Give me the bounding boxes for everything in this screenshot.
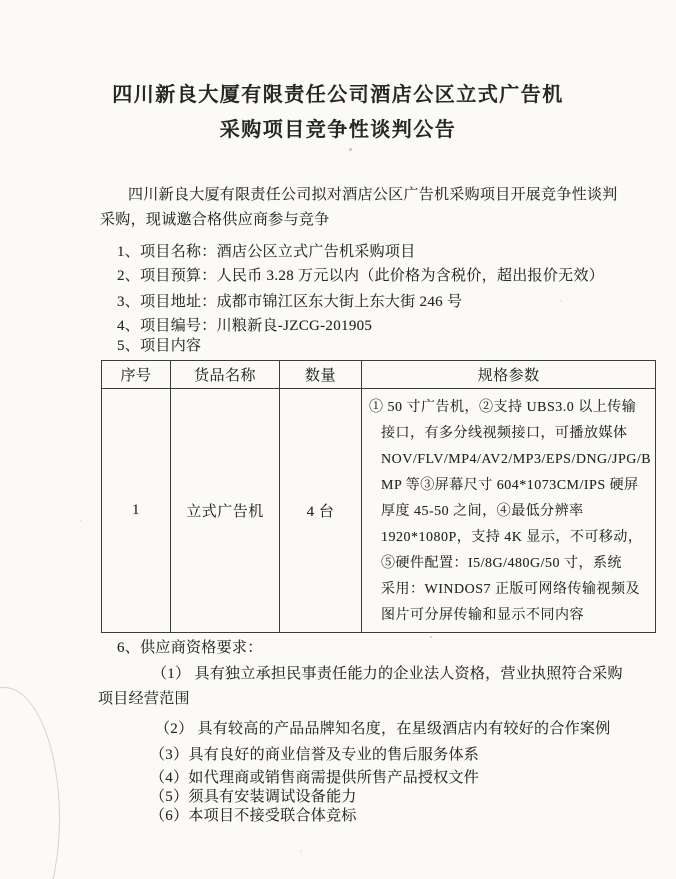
intro-paragraph-line-2: 采购，现诚邀合格供应商参与竞争 xyxy=(100,212,330,228)
spec-line: 图片可分屏传输和显示不同内容 xyxy=(381,608,584,623)
spec-line: ⑤硬件配置：I5/8G/480G/50 寸，系统 xyxy=(381,556,623,571)
spec-line: MP 等③屏幕尺寸 604*1073CM/IPS 硬屏 xyxy=(381,478,639,493)
scan-speck xyxy=(560,300,562,302)
intro-paragraph-line-1: 四川新良大厦有限责任公司拟对酒店公区广告机采购项目开展竞争性谈判 xyxy=(128,187,618,203)
cell-quantity: 4 台 xyxy=(280,389,362,633)
spec-line: 采用：WINDOS7 正版可网络传输视频及 xyxy=(381,582,640,597)
spec-line: 接口，有多分线视频接口，可播放媒体 xyxy=(381,426,628,441)
requirement-item-6: （6）本项目不接受联合体竞标 xyxy=(150,808,357,824)
spec-line: ① 50 寸广告机，②支持 UBS3.0 以上传输 xyxy=(369,400,637,415)
requirement-item-4: （4）如代理商或销售商需提供所售产品授权文件 xyxy=(150,770,480,786)
spec-table xyxy=(101,360,656,633)
project-item-budget: 2、项目预算：人民币 3.28 万元以内（此价格为含税价，超出报价无效） xyxy=(117,268,605,284)
header-cell-quantity: 数量 xyxy=(280,361,362,389)
spec-line: 厚度 45-50 之间，④最低分辨率 xyxy=(381,504,584,519)
table-row xyxy=(102,389,656,633)
requirement-item-5: （5）须具有安装调试设备能力 xyxy=(150,789,357,805)
project-item-content: 5、项目内容 xyxy=(117,338,202,354)
page-corner-scan-shadow xyxy=(0,687,60,879)
requirement-item-1-line-1: （1） 具有独立承担民事责任能力的企业法人资格，营业执照符合采购 xyxy=(152,666,623,682)
project-item-number: 4、项目编号：川粮新良-JZCG-201905 xyxy=(117,318,373,334)
header-cell-specs: 规格参数 xyxy=(362,361,656,389)
page-title-line-2: 采购项目竞争性谈判公告 xyxy=(219,119,457,141)
requirements-heading: 6、供应商资格要求： xyxy=(117,640,263,656)
page-title-line-1: 四川新良大厦有限责任公司酒店公区立式广告机 xyxy=(112,84,564,106)
scan-speck xyxy=(349,148,352,151)
table-header-row xyxy=(102,361,656,389)
scan-speck xyxy=(300,850,302,852)
header-cell-product: 货品名称 xyxy=(171,361,280,389)
cell-specs xyxy=(362,389,656,633)
spec-line: NOV/FLV/MP4/AV2/MP3/EPS/DNG/JPG/B xyxy=(381,452,652,467)
cell-index: 1 xyxy=(102,389,171,633)
requirement-item-3: （3）具有良好的商业信誉及专业的售后服务体系 xyxy=(150,747,480,763)
spec-line: 1920*1080P，支持 4K 显示，不可移动， xyxy=(381,530,643,545)
project-item-name: 1、项目名称：酒店公区立式广告机采购项目 xyxy=(117,244,416,260)
requirement-item-2: （2） 具有较高的产品品牌知名度，在星级酒店内有较好的合作案例 xyxy=(155,721,611,737)
scan-speck xyxy=(80,520,82,522)
requirement-item-1-line-2: 项目经营范围 xyxy=(98,691,190,707)
project-item-address: 3、项目地址：成都市锦江区东大街上东大街 246 号 xyxy=(117,294,463,310)
header-cell-index: 序号 xyxy=(102,361,171,389)
cell-product: 立式广告机 xyxy=(171,389,280,633)
scan-speck xyxy=(430,636,432,638)
